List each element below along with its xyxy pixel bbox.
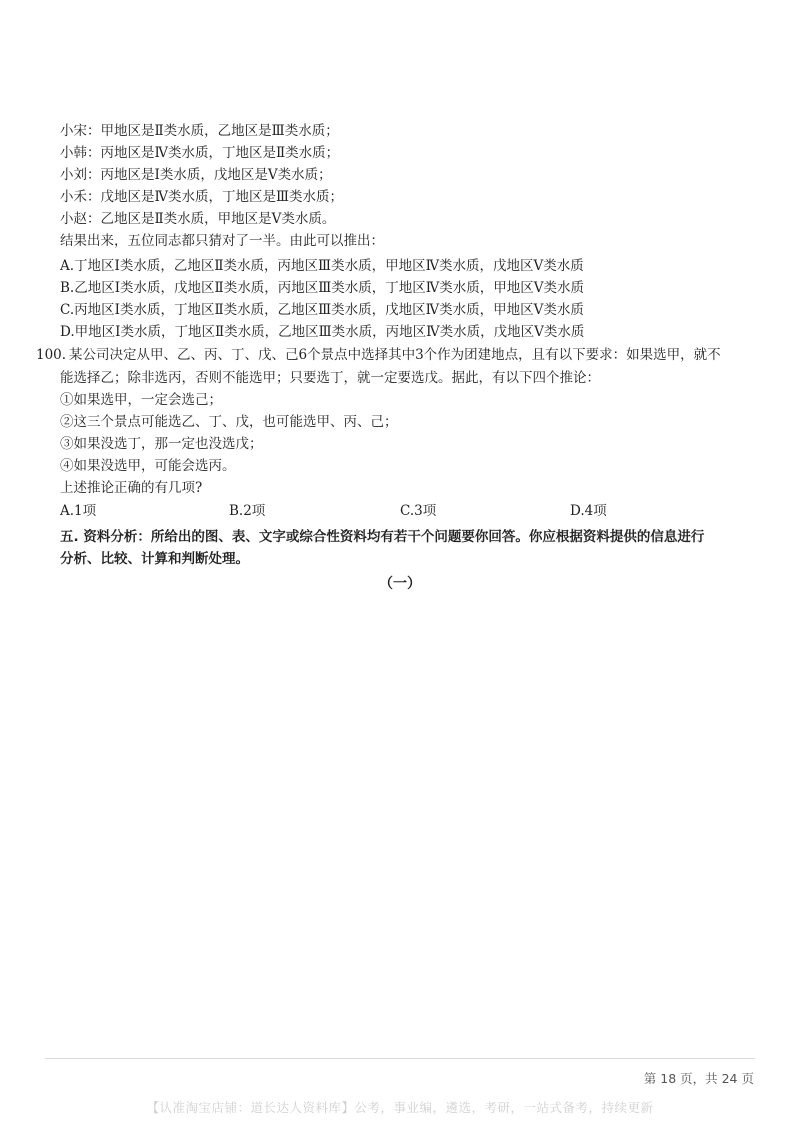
q100-inference-3: ③如果没选丁，那一定也没选戊； [60,436,263,452]
watermark-text: 【认准淘宝店铺：道长达人资料库】公考，事业编，遴选，考研，一站式备考，持续更新 [146,1100,654,1115]
q99-option-c: C.丙地区Ⅰ类水质，丁地区Ⅱ类水质，乙地区Ⅲ类水质，戊地区Ⅳ类水质，甲地区Ⅴ类水质 [60,302,584,318]
statement-xiaozhao: 小赵：乙地区是Ⅱ类水质，甲地区是Ⅴ类水质。 [60,211,336,227]
statement-xiaohan: 小韩：丙地区是Ⅳ类水质，丁地区是Ⅱ类水质； [60,145,340,161]
statement-xiaohe: 小禾：戊地区是Ⅳ类水质，丁地区是Ⅲ类水质； [60,189,344,205]
q100-option-c: C.3项 [400,503,437,519]
section5-heading-line2: 分析、比较、计算和判断处理。 [60,551,249,567]
q100-question: 上述推论正确的有几项? [60,480,203,496]
page-number: 第 18 页，共 24 页 [643,1071,754,1086]
section5-heading-line1: 五. 资料分析：所给出的图、表、文字或综合性资料均有若干个问题要你回答。你应根据资料提供的信息进行 [60,529,705,545]
q100-inference-1: ①如果选甲，一定会选己； [60,392,222,408]
footer-divider [45,1058,755,1059]
section5-subtitle: （一） [379,576,421,592]
q100-option-a: A.1项 [60,503,97,519]
q100-number: 100. [36,347,67,363]
statement-xiaoliu: 小刘：丙地区是Ⅰ类水质，戊地区是Ⅴ类水质； [60,167,332,183]
q99-option-b: B.乙地区Ⅰ类水质，戊地区Ⅱ类水质，丙地区Ⅲ类水质，丁地区Ⅳ类水质，甲地区Ⅴ类水质 [60,280,584,296]
statement-xiaosong: 小宋：甲地区是Ⅱ类水质，乙地区是Ⅲ类水质； [60,123,339,139]
q99-option-d: D.甲地区Ⅰ类水质，丁地区Ⅱ类水质，乙地区Ⅲ类水质，丙地区Ⅳ类水质，戊地区Ⅴ类水质 [60,324,585,340]
q100-inference-4: ④如果没选甲，可能会选丙。 [60,458,236,474]
q100-stem-line1: 某公司决定从甲、乙、丙、丁、戊、己6个景点中选择其中3个作为团建地点，且有以下要求：如果选甲，就不 [69,347,721,363]
result-line: 结果出来，五位同志都只猜对了一半。由此可以推出： [60,233,384,249]
q100-stem-line2: 能选择乙；除非选丙，否则不能选甲；只要选丁，就一定要选戊。据此，有以下四个推论： [60,370,600,386]
q100-inference-2: ②这三个景点可能选乙、丁、戊，也可能选甲、丙、己； [60,414,398,430]
q100-option-d: D.4项 [570,503,607,519]
q100-option-b: B.2项 [229,503,266,519]
q99-option-a: A.丁地区Ⅰ类水质，乙地区Ⅱ类水质，丙地区Ⅲ类水质，甲地区Ⅳ类水质，戊地区Ⅴ类水质 [60,258,584,274]
